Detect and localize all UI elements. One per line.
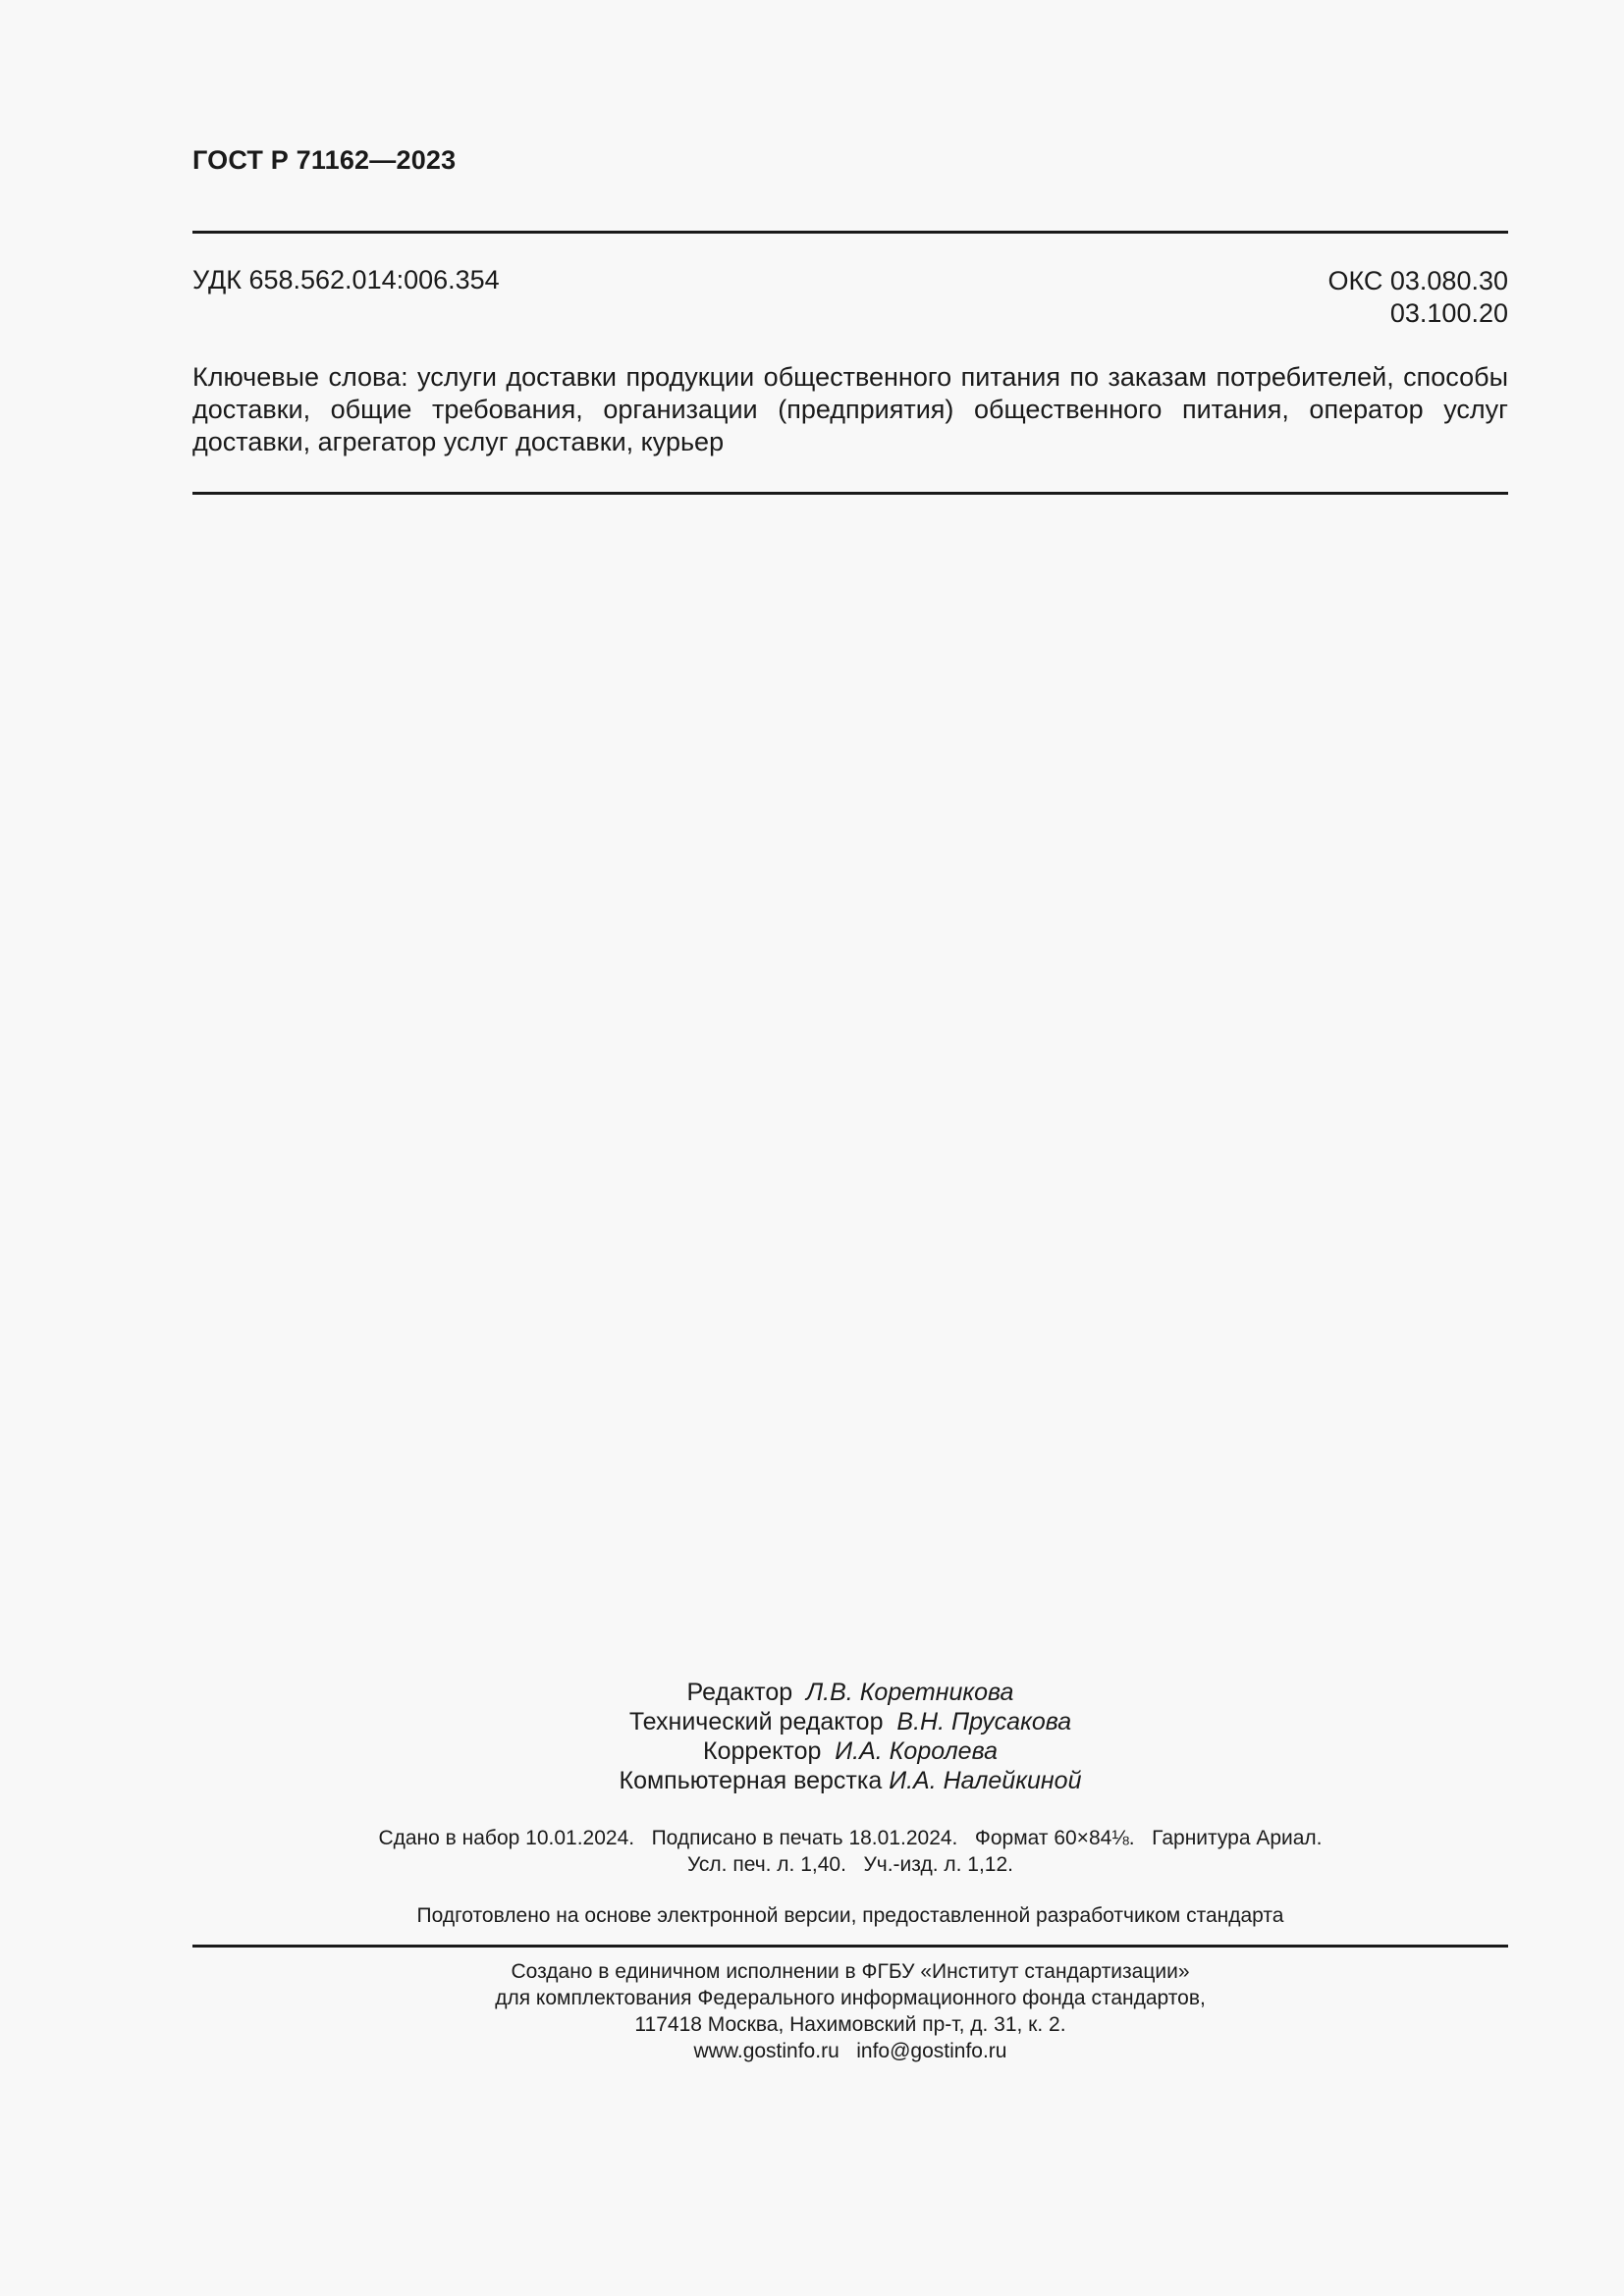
keywords-divider <box>192 492 1508 495</box>
print-info-line: Усл. печ. л. 1,40. Уч.-изд. л. 1,12. <box>686 1853 1013 1876</box>
credits-block <box>192 1678 1508 1795</box>
prepared-note: Подготовлено на основе электронной версии, предоставленной разработчиком стандарта <box>416 1904 1284 1927</box>
oks-codes <box>1327 265 1508 330</box>
publisher-contacts: www.gostinfo.ru info@gostinfo.ru <box>693 2040 1007 2062</box>
credit-role: Компьютерная верстка <box>619 1767 883 1794</box>
credit-role: Корректор <box>703 1737 822 1765</box>
publisher-line: для комплектования Федерального информационного фонда стандартов, <box>495 1987 1206 2009</box>
publisher-divider <box>192 1945 1508 1948</box>
credit-tech-editor <box>192 1707 1508 1736</box>
publisher-line: 117418 Москва, Нахимовский пр-т, д. 31, к. 2. <box>634 2013 1066 2036</box>
keywords-paragraph: Ключевые слова: услуги доставки продукции общественного питания по заказам потребителей, способы доставки, общие требования, организации (предприятия) общественного питания, оператор услуг доставки, агрегатор услуг доставки, курьер <box>192 362 1508 456</box>
print-info <box>192 1825 1508 1878</box>
credit-name: Л.В. Коретникова <box>806 1679 1014 1706</box>
credit-name: В.Н. Прусакова <box>896 1708 1072 1735</box>
oks-code-2: 03.100.20 <box>1389 298 1508 328</box>
credit-editor <box>192 1678 1508 1707</box>
credit-corrector <box>192 1736 1508 1766</box>
print-info-line: Сдано в набор 10.01.2024. Подписано в печать 18.01.2024. Формат 60×84⅛. Гарнитура Ариал. <box>378 1827 1323 1849</box>
publisher-block <box>192 1958 1508 2064</box>
oks-code-1: ОКС 03.080.30 <box>1327 266 1508 295</box>
document-number: ГОСТ Р 71162—2023 <box>192 145 457 175</box>
credit-name: И.А. Королева <box>835 1737 998 1765</box>
credit-layout <box>192 1766 1508 1795</box>
publisher-line: Создано в единичном исполнении в ФГБУ «Институт стандартизации» <box>511 1960 1190 1983</box>
credit-role: Технический редактор <box>628 1708 884 1735</box>
udk-code: УДК 658.562.014:006.354 <box>192 265 500 294</box>
credit-name: И.А. Налейкиной <box>889 1767 1082 1794</box>
top-divider <box>192 231 1508 234</box>
credit-role: Редактор <box>686 1679 793 1706</box>
